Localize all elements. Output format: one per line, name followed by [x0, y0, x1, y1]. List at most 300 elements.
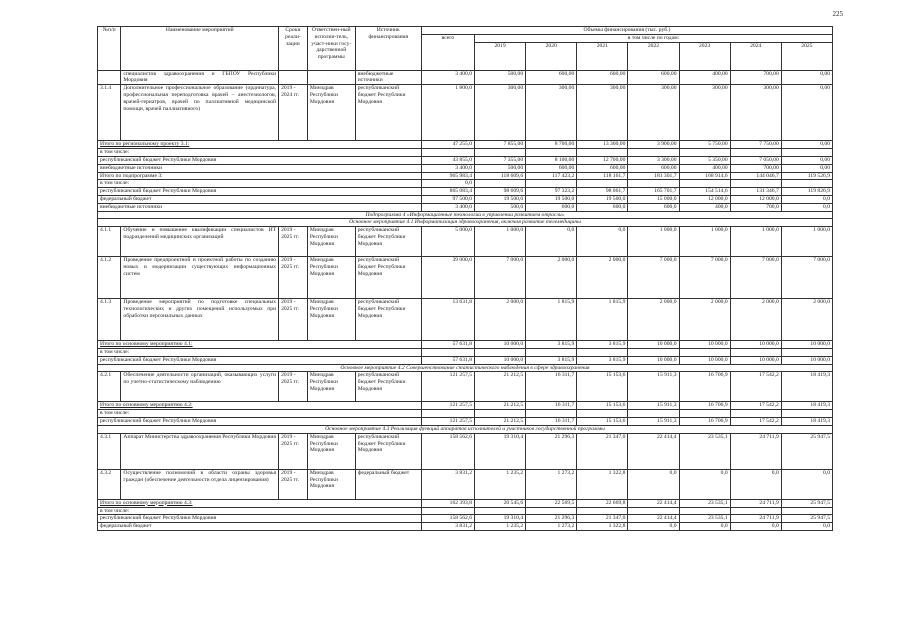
total-cell: 121 257,5: [421, 372, 474, 402]
activity-term: 2019 - 2025 гг.: [279, 433, 308, 469]
year-value-cell: 0,00: [781, 141, 832, 149]
summary-row: [98, 149, 833, 157]
total-cell: 3 400,0: [421, 164, 474, 172]
year-value-cell: [679, 507, 730, 515]
year-value-cell: 700,00: [730, 164, 781, 172]
activity-row: [98, 469, 833, 499]
funding-source: республиканский бюджет Республики Мордовия: [355, 85, 421, 141]
year-value-cell: 15 911,3: [628, 402, 679, 410]
header-year: 2024: [730, 42, 781, 70]
year-value-cell: 15 000,0: [628, 195, 679, 203]
summary-label: Итого по основному мероприятию 4.3:: [98, 499, 422, 507]
subprogram-heading-title: Подпрограмма 4 «Информационные технологии в управлении развитием отрасли»: [98, 211, 833, 219]
year-value-cell: [679, 410, 730, 418]
main-activity-heading-title: Основное мероприятие 4.2 Совершенствование статистического наблюдения в сфере здравоохранения: [98, 364, 833, 372]
year-value-cell: 10 000,0: [679, 341, 730, 349]
year-value-cell: 181 301,7: [628, 172, 679, 180]
year-value-cell: 7 000,0: [475, 257, 526, 299]
total-cell: 158 562,6: [421, 433, 474, 469]
total-cell: 5 000,0: [421, 227, 474, 257]
year-value-cell: [679, 149, 730, 157]
year-value-cell: [577, 349, 628, 357]
year-value-cell: [577, 507, 628, 515]
header-row-1: [98, 27, 833, 35]
summary-label: в том числе:: [98, 410, 422, 418]
year-value-cell: 12 000,0: [730, 195, 781, 203]
year-value-cell: 131 346,7: [730, 188, 781, 196]
total-cell: [421, 507, 474, 515]
activity-row: [98, 227, 833, 257]
summary-label: в том числе:: [98, 149, 422, 157]
funding-source: республиканский бюджет Республики Мордовия: [355, 299, 421, 341]
year-value-cell: 17 542,2: [730, 372, 781, 402]
year-value-cell: 2 000,0: [781, 299, 832, 341]
year-value-cell: 19 500,0: [475, 195, 526, 203]
year-value-cell: 500,00: [475, 70, 526, 85]
year-value-cell: 600,00: [526, 164, 577, 172]
year-value-cell: 10 000,0: [730, 356, 781, 364]
year-value-cell: [577, 180, 628, 188]
year-value-cell: [628, 180, 679, 188]
year-value-cell: 21 212,5: [475, 418, 526, 426]
summary-label: внебюджетные источники: [98, 203, 422, 211]
total-cell: 47 255,0: [421, 141, 474, 149]
summary-label: республиканский бюджет Республики Мордовия: [98, 156, 422, 164]
year-value-cell: 154 514,6: [679, 188, 730, 196]
year-value-cell: [628, 349, 679, 357]
year-value-cell: 300,00: [475, 85, 526, 141]
year-value-cell: [781, 180, 832, 188]
year-value-cell: [475, 410, 526, 418]
year-value-cell: 7 355,00: [475, 156, 526, 164]
year-value-cell: 600,00: [577, 164, 628, 172]
activity-term: 2019 - 2025 гг.: [279, 227, 308, 257]
total-cell: 158 562,6: [421, 515, 474, 523]
year-value-cell: 0,0: [679, 469, 730, 499]
summary-row: [98, 188, 833, 196]
year-value-cell: 21 212,5: [475, 402, 526, 410]
activity-name: специалистов здравоохранения и ГБПОУ Республики Мордовия: [121, 70, 279, 85]
year-value-cell: 19 500,0: [526, 195, 577, 203]
year-value-cell: 21 347,0: [577, 515, 628, 523]
year-value-cell: 18 419,3: [781, 372, 832, 402]
activity-row: [98, 299, 833, 341]
activity-row: [98, 433, 833, 469]
summary-label: Итого по подпрограмме 3:: [98, 172, 422, 180]
activity-term: 2019 - 2025 гг.: [279, 469, 308, 499]
funding-source: республиканский бюджет Республики Мордовия: [355, 257, 421, 299]
year-value-cell: 500,0: [475, 203, 526, 211]
summary-label: республиканский бюджет Республики Мордовия: [98, 418, 422, 426]
year-value-cell: 16 311,7: [526, 402, 577, 410]
year-value-cell: 7 000,0: [781, 257, 832, 299]
year-value-cell: 13 300,00: [577, 141, 628, 149]
year-value-cell: 7 855,00: [475, 141, 526, 149]
summary-row: [98, 523, 833, 531]
year-value-cell: 21 347,0: [577, 433, 628, 469]
summary-label: внебюджетные источники: [98, 164, 422, 172]
year-value-cell: [730, 149, 781, 157]
year-value-cell: 1 815,9: [526, 299, 577, 341]
activity-responsible: Минздрав Республики Мордовия: [307, 299, 355, 341]
year-value-cell: 24 711,9: [730, 499, 781, 507]
year-value-cell: 15 153,6: [577, 418, 628, 426]
summary-label: в том числе:: [98, 349, 422, 357]
year-value-cell: 2 000,0: [526, 257, 577, 299]
year-value-cell: 1 235,2: [475, 523, 526, 531]
header-total: всего: [421, 34, 474, 70]
activity-name: Проведение мероприятий по подготовке специальных технологических и других помещений используемых при обработки персональных данных: [121, 299, 279, 341]
year-value-cell: [679, 180, 730, 188]
header-year: 2025: [781, 42, 832, 70]
summary-label: федеральный бюджет: [98, 523, 422, 531]
total-cell: [421, 349, 474, 357]
year-value-cell: 20 545,6: [475, 499, 526, 507]
year-value-cell: 0,00: [781, 156, 832, 164]
year-value-cell: 5 750,00: [679, 141, 730, 149]
summary-row: [98, 402, 833, 410]
year-value-cell: 118 161,7: [577, 172, 628, 180]
year-value-cell: 600,00: [526, 70, 577, 85]
year-value-cell: [526, 349, 577, 357]
total-cell: 57 631,8: [421, 356, 474, 364]
total-cell: 97 500,0: [421, 195, 474, 203]
funding-source: федеральный бюджет: [355, 469, 421, 499]
year-value-cell: 16 706,9: [679, 402, 730, 410]
year-value-cell: 0,0: [730, 523, 781, 531]
row-number: 3.1.4: [98, 85, 121, 141]
summary-row: [98, 195, 833, 203]
year-value-cell: 0,00: [781, 70, 832, 85]
year-value-cell: 300,00: [577, 85, 628, 141]
summary-label: республиканский бюджет Республики Мордовия: [98, 515, 422, 523]
year-value-cell: 8 700,00: [526, 141, 577, 149]
year-value-cell: 21 296,3: [526, 433, 577, 469]
funding-source: республиканский бюджет Республики Мордовия: [355, 433, 421, 469]
year-value-cell: 10 000,0: [628, 356, 679, 364]
year-value-cell: 2 000,0: [628, 299, 679, 341]
year-value-cell: 18 419,3: [781, 418, 832, 426]
header-resp: Ответствен-ный исполни-тель, участ-ники госу-дарственной программы: [307, 27, 355, 71]
year-value-cell: 10 000,0: [781, 341, 832, 349]
total-cell: [421, 149, 474, 157]
summary-label: Итого по региональному проекту 3.1:: [98, 141, 422, 149]
row-number: 4.1.3: [98, 299, 121, 341]
year-value-cell: 16 706,9: [679, 372, 730, 402]
header-year: 2020: [526, 42, 577, 70]
year-value-cell: 1 000,0: [475, 227, 526, 257]
year-value-cell: 1 815,9: [577, 299, 628, 341]
activity-name: Дополнительное профессиональное образование (ординатура, профессиональная переподготовка врачей – анестезиологов, врачей-гериатров, врачей по паллиативной медицинской помощи, врачей паллиативного): [121, 85, 279, 141]
total-cell: 3 831,2: [421, 469, 474, 499]
year-value-cell: 300,00: [679, 85, 730, 141]
year-value-cell: 22 414,4: [628, 433, 679, 469]
year-value-cell: 1 000,0: [628, 227, 679, 257]
main-activity-heading: [98, 219, 833, 227]
summary-label: федеральный бюджет: [98, 195, 422, 203]
year-value-cell: [526, 180, 577, 188]
header-year: 2019: [475, 42, 526, 70]
year-value-cell: 18 419,3: [781, 402, 832, 410]
activity-row: [98, 70, 833, 85]
total-cell: 162 393,8: [421, 499, 474, 507]
year-value-cell: 0,0: [730, 469, 781, 499]
row-number: 4.1.2: [98, 257, 121, 299]
year-value-cell: 7 050,00: [730, 156, 781, 164]
year-value-cell: 1 000,0: [679, 227, 730, 257]
activity-term: 2019 - 2025 гг.: [279, 299, 308, 341]
year-value-cell: 2 000,0: [679, 299, 730, 341]
row-number: 4.2.1: [98, 372, 121, 402]
funding-source: республиканский бюджет Республики Мордовия: [355, 227, 421, 257]
year-value-cell: 700,00: [730, 70, 781, 85]
activity-name: Обучение и повышение квалификации специалистов ИТ подразделений медицинских организаций: [121, 227, 279, 257]
year-value-cell: [781, 149, 832, 157]
year-value-cell: 0,0: [628, 469, 679, 499]
main-activity-heading-title: Основное мероприятие 4.3 Реализация функций аппаратов исполнителей и участников государственной программы: [98, 425, 833, 433]
total-cell: 43 855,0: [421, 156, 474, 164]
year-value-cell: 19 310,4: [475, 515, 526, 523]
header-volumes: Объемы финансирования (тыс. руб.): [421, 27, 832, 35]
year-value-cell: 600,0: [577, 203, 628, 211]
year-value-cell: 0,0: [781, 195, 832, 203]
activity-name: Осуществление полномочий в области охраны здоровья граждан (обеспечение деятельности отдела лицензирования): [121, 469, 279, 499]
year-value-cell: 1 273,2: [526, 523, 577, 531]
activity-term: [279, 70, 308, 85]
year-value-cell: [577, 410, 628, 418]
year-value-cell: [475, 149, 526, 157]
year-value-cell: 0,0: [577, 227, 628, 257]
year-value-cell: 1 235,2: [475, 469, 526, 499]
year-value-cell: [730, 507, 781, 515]
year-value-cell: 24 711,9: [730, 433, 781, 469]
header-name: Наименование мероприятий: [121, 27, 279, 71]
year-value-cell: 22 669,8: [577, 499, 628, 507]
year-value-cell: 118 609,6: [475, 172, 526, 180]
row-number: [98, 70, 121, 85]
year-value-cell: 10 000,0: [475, 341, 526, 349]
year-value-cell: 7 750,00: [730, 141, 781, 149]
year-value-cell: 0,00: [781, 85, 832, 141]
page-number: 225: [832, 10, 843, 18]
activity-responsible: [307, 70, 355, 85]
year-value-cell: 300,00: [526, 85, 577, 141]
year-value-cell: 7 000,0: [628, 257, 679, 299]
activity-term: 2019 - 2024 гг.: [279, 85, 308, 141]
total-cell: 1 800,0: [421, 85, 474, 141]
year-value-cell: 3 815,9: [577, 356, 628, 364]
year-value-cell: 10 000,0: [679, 356, 730, 364]
main-activity-heading-title: Основное мероприятие 4.1 Информатизация здравоохранения, включая развитие телемедицины: [98, 219, 833, 227]
year-value-cell: [628, 149, 679, 157]
year-value-cell: 3 900,00: [628, 141, 679, 149]
year-value-cell: 10 000,0: [628, 341, 679, 349]
year-value-cell: [679, 349, 730, 357]
year-value-cell: [475, 507, 526, 515]
year-value-cell: 2 000,0: [475, 299, 526, 341]
year-value-cell: 0,0: [781, 469, 832, 499]
header-year: 2023: [679, 42, 730, 70]
year-value-cell: 21 296,3: [526, 515, 577, 523]
year-value-cell: 25 947,5: [781, 499, 832, 507]
total-cell: 965 983,4: [421, 172, 474, 180]
row-number: 4.3.1: [98, 433, 121, 469]
activity-row: [98, 257, 833, 299]
year-value-cell: 15 153,6: [577, 402, 628, 410]
summary-row: [98, 164, 833, 172]
year-value-cell: 16 311,7: [526, 418, 577, 426]
year-value-cell: 117 423,2: [526, 172, 577, 180]
activity-responsible: Минздрав Республики Мордовия: [307, 469, 355, 499]
year-value-cell: 97 323,2: [526, 188, 577, 196]
year-value-cell: 22 414,4: [628, 515, 679, 523]
year-value-cell: 700,0: [730, 203, 781, 211]
year-value-cell: 10 000,0: [781, 356, 832, 364]
year-value-cell: 0,0: [781, 523, 832, 531]
year-value-cell: 1 322,8: [577, 523, 628, 531]
activity-responsible: Минздрав Республики Мордовия: [307, 85, 355, 141]
header-year: 2021: [577, 42, 628, 70]
year-value-cell: 119 826,9: [781, 188, 832, 196]
summary-label: в том числе:: [98, 180, 422, 188]
summary-row: [98, 341, 833, 349]
summary-row: [98, 418, 833, 426]
year-value-cell: 22 414,4: [628, 499, 679, 507]
total-cell: 865 083,4: [421, 188, 474, 196]
year-value-cell: [730, 410, 781, 418]
activity-row: [98, 372, 833, 402]
summary-row: [98, 515, 833, 523]
row-number: 4.1.1: [98, 227, 121, 257]
header-term: Сроки реали-зации: [279, 27, 308, 71]
activity-responsible: Минздрав Республики Мордовия: [307, 257, 355, 299]
header-source: Источник финансирования: [355, 27, 421, 71]
year-value-cell: 16 706,9: [679, 418, 730, 426]
year-value-cell: 600,00: [577, 70, 628, 85]
activity-responsible: Минздрав Республики Мордовия: [307, 372, 355, 402]
funding-source: республиканский бюджет Республики Мордовия: [355, 372, 421, 402]
year-value-cell: 600,00: [628, 164, 679, 172]
year-value-cell: 5 350,00: [679, 156, 730, 164]
year-value-cell: 3 300,00: [628, 156, 679, 164]
activity-responsible: Минздрав Республики Мордовия: [307, 227, 355, 257]
year-value-cell: 2 000,0: [577, 257, 628, 299]
year-value-cell: 23 535,1: [679, 433, 730, 469]
total-cell: 121 257,5: [421, 402, 474, 410]
year-value-cell: 168 914,6: [679, 172, 730, 180]
activity-row: [98, 85, 833, 141]
summary-row: [98, 499, 833, 507]
year-value-cell: 16 311,7: [526, 372, 577, 402]
header-year: 2022: [628, 42, 679, 70]
year-value-cell: 500,00: [475, 164, 526, 172]
summary-row: [98, 156, 833, 164]
year-value-cell: [526, 410, 577, 418]
total-cell: 3 831,2: [421, 523, 474, 531]
summary-row: [98, 141, 833, 149]
year-value-cell: 2 000,0: [730, 299, 781, 341]
year-value-cell: [781, 507, 832, 515]
year-value-cell: 165 701,7: [628, 188, 679, 196]
year-value-cell: 3 815,9: [526, 341, 577, 349]
activity-term: 2019 - 2025 гг.: [279, 257, 308, 299]
year-value-cell: 24 711,9: [730, 515, 781, 523]
summary-row: [98, 172, 833, 180]
total-cell: 13 631,8: [421, 299, 474, 341]
total-cell: 0,0: [421, 180, 474, 188]
year-value-cell: 15 911,3: [628, 418, 679, 426]
year-value-cell: 0,0: [679, 523, 730, 531]
year-value-cell: 119 526,9: [781, 172, 832, 180]
year-value-cell: 19 310,4: [475, 433, 526, 469]
year-value-cell: 25 947,5: [781, 433, 832, 469]
subprogram-heading: [98, 211, 833, 219]
year-value-cell: 8 100,00: [526, 156, 577, 164]
year-value-cell: 144 046,7: [730, 172, 781, 180]
summary-label: в том числе:: [98, 507, 422, 515]
year-value-cell: 1 322,8: [577, 469, 628, 499]
year-value-cell: 300,00: [730, 85, 781, 141]
year-value-cell: 17 542,2: [730, 402, 781, 410]
year-value-cell: 0,0: [628, 523, 679, 531]
year-value-cell: 23 535,1: [679, 499, 730, 507]
total-cell: 39 000,0: [421, 257, 474, 299]
year-value-cell: [628, 507, 679, 515]
year-value-cell: 10 000,0: [730, 341, 781, 349]
year-value-cell: [526, 149, 577, 157]
total-cell: 3 400,0: [421, 70, 474, 85]
summary-label: республиканский бюджет Республики Мордовия: [98, 188, 422, 196]
year-value-cell: [730, 349, 781, 357]
summary-row: [98, 507, 833, 515]
main-activity-heading: [98, 364, 833, 372]
year-value-cell: 3 815,9: [577, 341, 628, 349]
year-value-cell: [628, 410, 679, 418]
year-value-cell: 22 569,5: [526, 499, 577, 507]
year-value-cell: [781, 349, 832, 357]
activity-name: Аппарат Министерства здравоохранения Республики Мордовия: [121, 433, 279, 469]
year-value-cell: 3 815,9: [526, 356, 577, 364]
main-activity-heading: [98, 425, 833, 433]
header-by-year: в том числе по годам:: [475, 34, 833, 42]
year-value-cell: 98 061,7: [577, 188, 628, 196]
funding-source: внебюджетные источники: [355, 70, 421, 85]
year-value-cell: 1 273,2: [526, 469, 577, 499]
activity-name: Проведение предпроектной и проектной работы по созданию новых и модернизации существующих информационных систем: [121, 257, 279, 299]
year-value-cell: 1 000,0: [730, 227, 781, 257]
year-value-cell: 0,00: [781, 164, 832, 172]
total-cell: [421, 410, 474, 418]
year-value-cell: 400,0: [679, 203, 730, 211]
year-value-cell: 300,00: [628, 85, 679, 141]
year-value-cell: 600,00: [628, 70, 679, 85]
row-number: 4.3.2: [98, 469, 121, 499]
total-cell: 3 400,0: [421, 203, 474, 211]
year-value-cell: 17 542,2: [730, 418, 781, 426]
year-value-cell: [781, 410, 832, 418]
year-value-cell: 7 000,0: [679, 257, 730, 299]
year-value-cell: 600,0: [526, 203, 577, 211]
year-value-cell: 10 000,0: [475, 356, 526, 364]
summary-label: Итого по основному мероприятию 4.2:: [98, 402, 422, 410]
year-value-cell: 12 000,0: [679, 195, 730, 203]
summary-label: республиканский бюджет Республики Мордовия: [98, 356, 422, 364]
activity-responsible: Минздрав Республики Мордовия: [307, 433, 355, 469]
total-cell: 57 631,8: [421, 341, 474, 349]
year-value-cell: 7 000,0: [730, 257, 781, 299]
year-value-cell: 98 609,6: [475, 188, 526, 196]
year-value-cell: [475, 180, 526, 188]
